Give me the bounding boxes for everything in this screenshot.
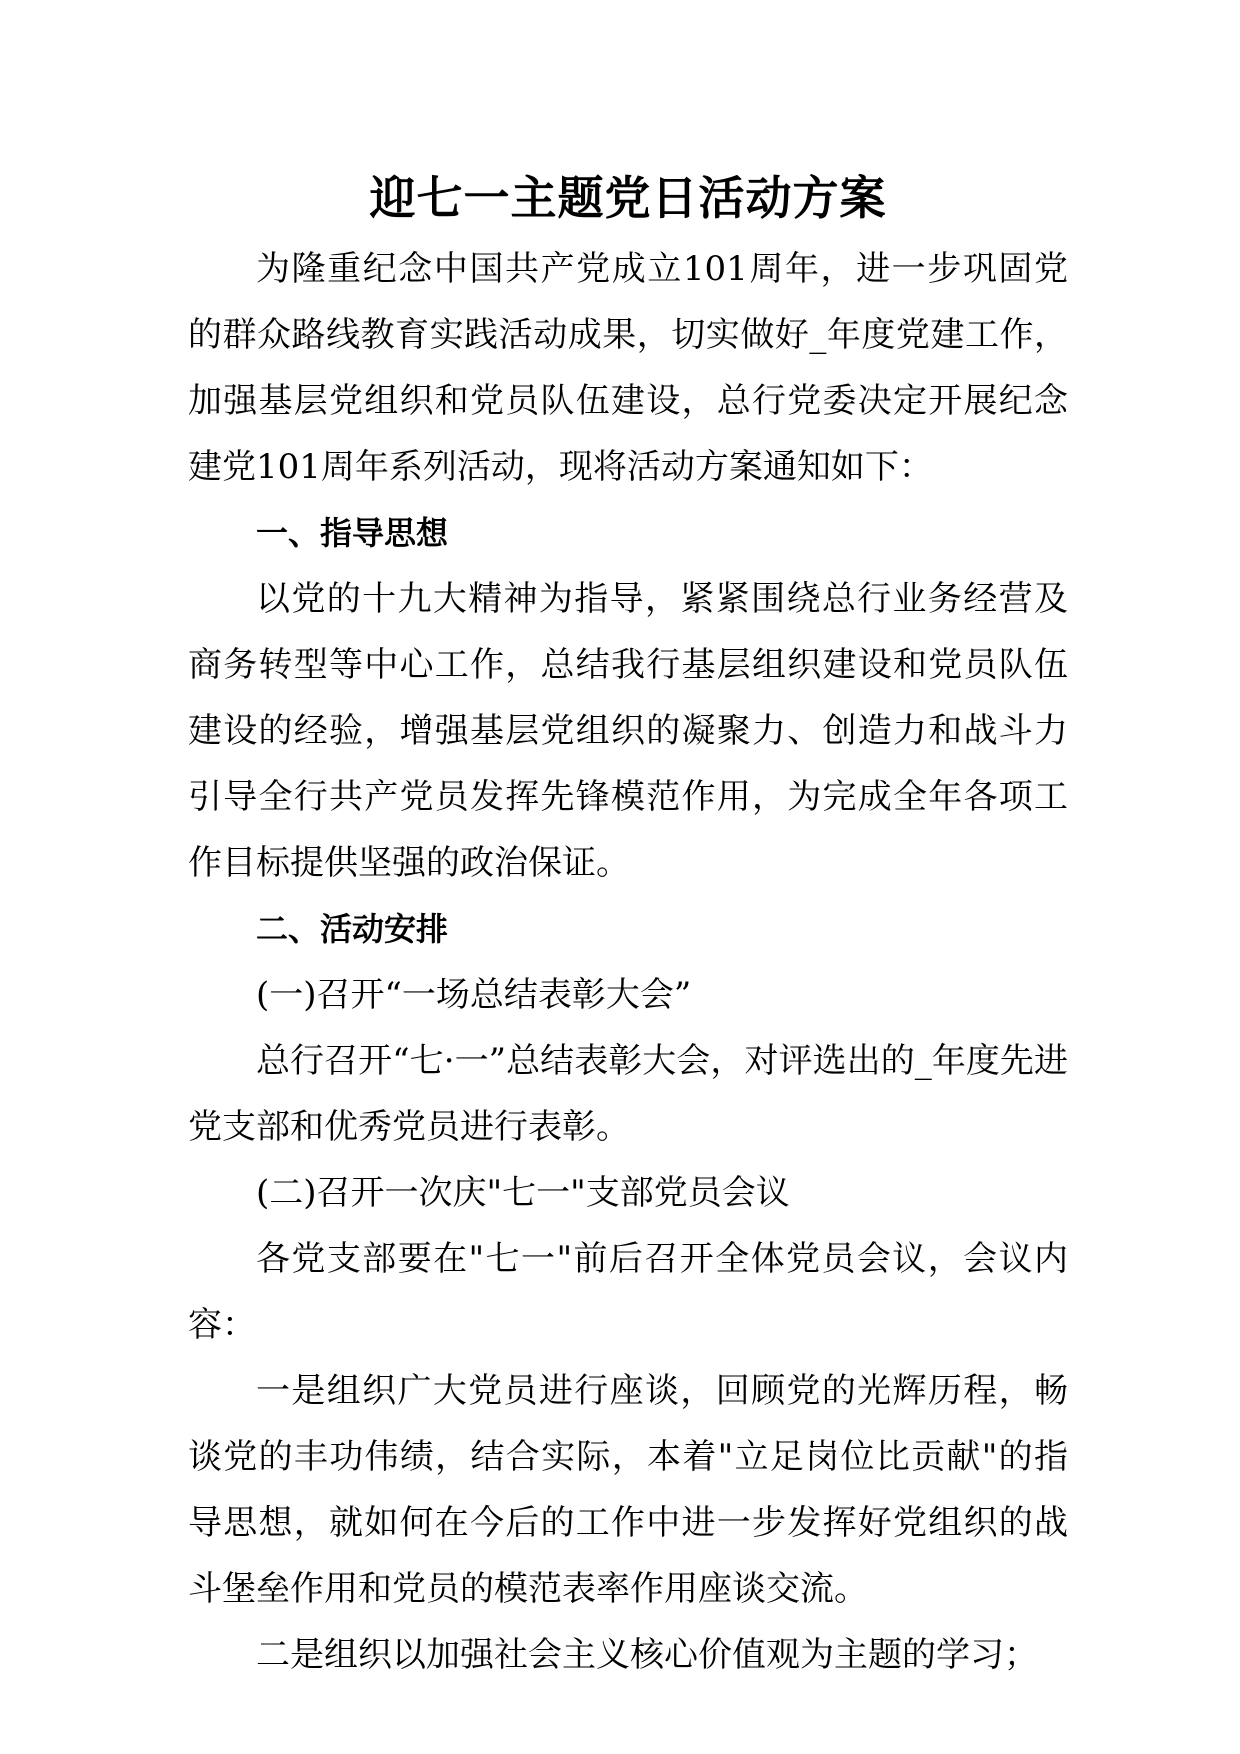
commendation-meeting-paragraph: 总行召开“七·一”总结表彰大会，对评选出的_年度先进党支部和优秀党员进行表彰。 — [188, 1041, 1068, 1147]
branch-meeting-point-one: 一是组织广大党员进行座谈，回顾党的光辉历程，畅谈党的丰功伟绩，结合实际，本着"立足岗位比贡献"的指导思想，就如何在今后的工作中进一步发挥好党组织的战斗堡垒作用和党员的模范表率作用座谈交流。 — [188, 1371, 1068, 1609]
document-title: 迎七一主题党日活动方案 — [369, 171, 887, 225]
guiding-thought-paragraph: 以党的十九大精神为指导，紧紧围绕总行业务经营及商务转型等中心工作，总结我行基层组织建设和党员队伍建设的经验，增强基层党组织的凝聚力、创造力和战斗力引导全行共产党员发挥先锋模范作用，为完成全年各项工作目标提供坚强的政治保证。 — [188, 579, 1068, 883]
section-heading-activity-arrangement: 二、活动安排 — [256, 910, 449, 948]
intro-paragraph: 为隆重纪念中国共产党成立101周年，进一步巩固党的群众路线教育实践活动成果，切实做好_年度党建工作，加强基层党组织和党员队伍建设，总行党委决定开展纪念建党101周年系列活动，现将活动方案通知如下： — [188, 249, 1068, 487]
branch-meeting-point-two: 二是组织以加强社会主义核心价值观为主题的学习； — [256, 1635, 1038, 1675]
document-body — [188, 160, 1068, 1688]
subsection-heading-branch-meeting: (二)召开一次庆"七一"支部党员会议 — [256, 1173, 790, 1213]
branch-meeting-paragraph: 各党支部要在"七一"前后召开全体党员会议，会议内容： — [188, 1239, 1068, 1345]
section-heading-guiding-thought: 一、指导思想 — [256, 514, 449, 552]
subsection-heading-commendation-meeting: (一)召开“一场总结表彰大会” — [256, 975, 692, 1015]
